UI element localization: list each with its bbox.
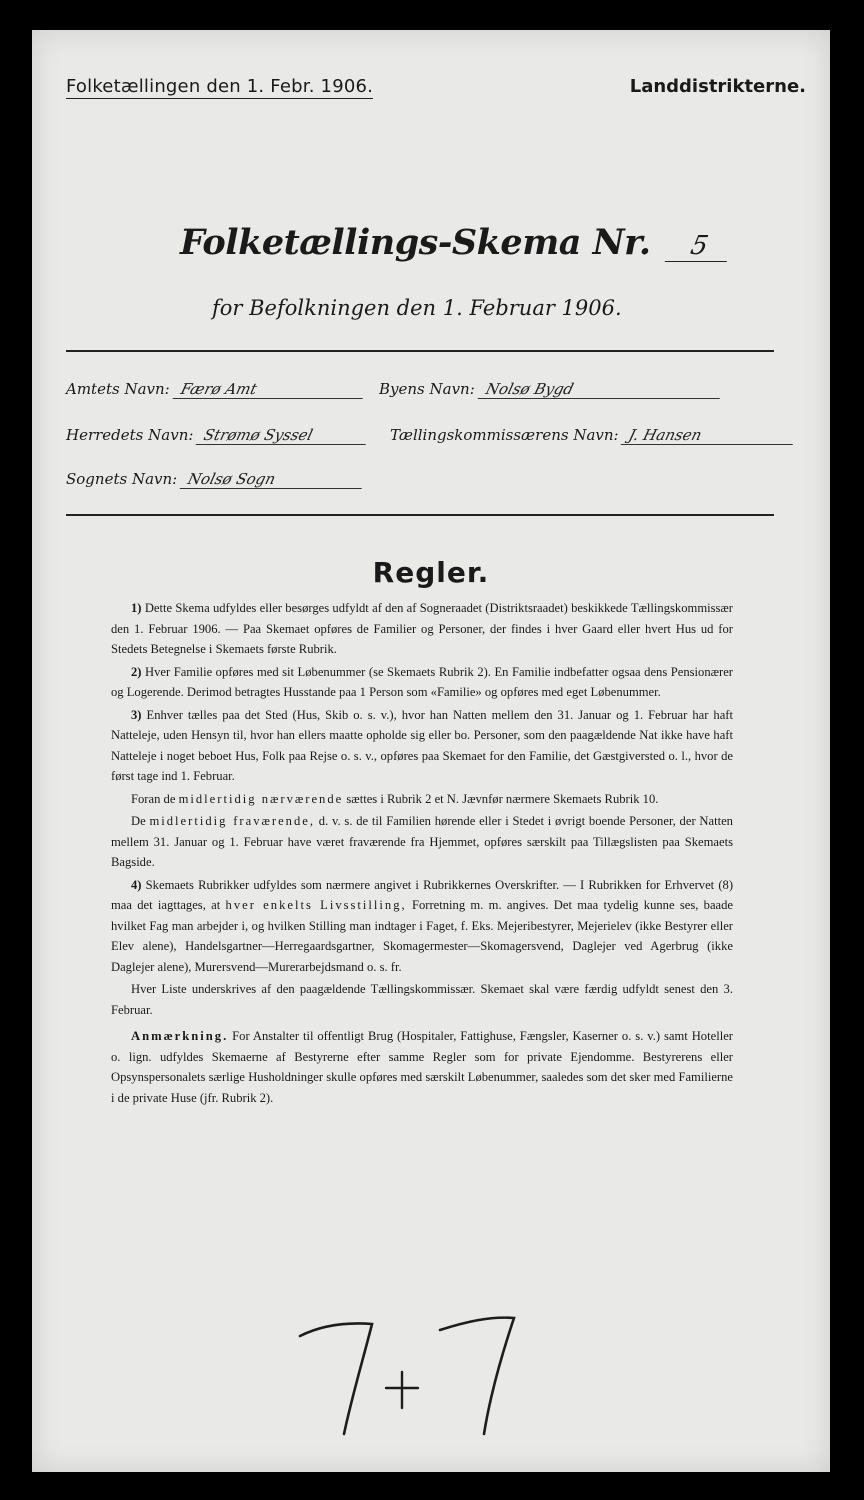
amt-label: Amtets Navn: — [66, 380, 170, 398]
rule-3b-spaced: midlertidig nærværende — [178, 791, 344, 806]
sogn-label: Sognets Navn: — [66, 470, 178, 488]
by-label: Byens Navn: — [379, 380, 475, 398]
by-value: Nolsø Bygd — [477, 380, 724, 399]
handwritten-note — [290, 1293, 530, 1448]
amt-value: Færø Amt — [172, 380, 367, 399]
rule-2-number: 2) — [131, 664, 142, 679]
census-date-header: Folketællingen den 1. Febr. 1906. — [66, 76, 374, 97]
rule-2 — [111, 662, 733, 703]
annotation-label: Anmærkning. — [131, 1029, 229, 1043]
rule-3-number: 3) — [131, 707, 142, 722]
annotation-note — [111, 1026, 733, 1108]
rule-3c-spaced: midlertidig fraværende, — [149, 814, 316, 828]
rule-3b-post: sættes i Rubrik 2 et N. Jævnfør nærmere Skemaets Rubrik 10. — [346, 791, 659, 806]
kommissaer-value: J. Hansen — [621, 426, 798, 445]
rule-3-text: Enhver tælles paa det Sted (Hus, Skib o. s. v.), hvor han Natten mellem den 31. Januar og 1. Februar har haft Natteleje, uden Hensyn til, hvor han ellers maatte opholde sig eller bo. Personer, som den paagældende Nat ikke have haft Natteleje i noget beboet Hus, Folk paa Rejse o. s. v., opføres paa Skemaet for den Familie, det Gæstgiversted o. l., hvor de først tage ind 1. Februar. — [111, 707, 733, 783]
sogn-value: Nolsø Sogn — [180, 470, 367, 489]
rule-5 — [111, 979, 733, 1020]
rule-1-number: 1) — [131, 601, 142, 615]
rules-heading: Regler. — [372, 556, 490, 589]
top-divider — [66, 350, 774, 352]
form-title-text: Folketællings-Skema Nr. — [180, 222, 651, 263]
rule-2-text: Hver Familie opføres med sit Løbenummer (se Skemaets Rubrik 2). En Familie indbefatter ogsaa dens Pensionærer og Logerende. Derimod betragtes Husstande paa 1 Person som «Familie» og opføres med eget Løbenummer. — [111, 664, 733, 699]
sogn-field — [66, 470, 364, 489]
rule-5-text: Hver Liste underskrives af den paagældende Tællingskommissær. Skemaet skal være færdig udfyldt senest den 3. Februar. — [111, 982, 733, 1017]
rule-4-post: Forretning m. m. angives. Det maa tydelig kunne ses, baade hvilket Fag man arbejder i, og hvilken Stilling man indtager i Faget, f. Eks. Mejeribestyrer, Mejerielev (ikke Bestyrer eller Elev alene), Handelsgartner—Herregaardsgartner, Skomagermester—Skomagersvend, Daglejer ved Agerbrug (ikke Daglejer alene), Murersvend—Murerarbejdsmand o. s. fr. — [111, 898, 734, 974]
kommissaer-label: Tællingskommissærens Navn: — [390, 426, 619, 444]
handwritten-note-text: 7+7 — [290, 1293, 324, 1312]
herred-label: Herredets Navn: — [66, 426, 194, 444]
rule-4-spaced: hver enkelts Livsstilling, — [225, 898, 407, 912]
kommissaer-field — [390, 426, 795, 445]
annotation-text: For Anstalter til offentligt Brug (Hospitaler, Fattighuse, Fængsler, Kaserner o. s. v.) samt Hoteller o. lign. udfyldes Skemaerne af Bestyrerne efter samme Regler som for private Ejendomme. Bestyrerens eller Opsynspersonalets særlige Husholdninger skulle opføres med særskilt Løbenummer, saaledes som det sker med Familierne i de private Huse (jfr. Rubrik 2). — [111, 1029, 733, 1105]
bottom-divider — [66, 514, 774, 516]
rules-text — [111, 598, 733, 1110]
herred-field — [66, 426, 368, 445]
form-subtitle: for Befolkningen den 1. Februar 1906. — [212, 296, 622, 320]
rule-3b-pre: Foran de — [131, 791, 176, 806]
herred-value: Strømø Syssel — [196, 426, 371, 445]
amt-field — [66, 380, 365, 399]
form-title — [180, 222, 730, 263]
rule-3b — [111, 789, 733, 810]
census-form-page — [32, 30, 830, 1472]
rule-3c-pre: De — [131, 814, 146, 828]
district-type-header: Landdistrikterne. — [629, 76, 806, 97]
rule-1-text: Dette Skema udfyldes eller besørges udfyldt af den af Sogneraadet (Distriktsraadet) beskikkede Tællingskommissær den 1. Februar 1906. — Paa Skemaet opføres de Familier og Personer, der findes i hver Gaard eller hvert Hus ud for Stedets Betegnelse i Skemaets første Rubrik. — [111, 601, 734, 656]
rule-1 — [111, 598, 733, 660]
rule-3c-post: d. v. s. de til Familien hørende eller i Stedet i øvrigt boende Personer, der Natten mellem 31. Januar og 1. Februar have været fraværende fra Hjemmet, opføres særskilt paa Tillægslisten paa Skemaets Bagside. — [111, 814, 733, 869]
rule-4 — [111, 875, 733, 978]
by-field — [379, 380, 722, 399]
rule-3c — [111, 811, 733, 873]
rule-4-number: 4) — [131, 877, 142, 892]
form-number: 5 — [665, 231, 734, 262]
rule-4-pre: Skemaets Rubrikker udfyldes som nærmere angivet i Rubrikkernes Overskrifter. — I Rubrikken for Erhvervet (8) maa det iagttages, at — [111, 877, 734, 912]
rule-3 — [111, 705, 733, 787]
